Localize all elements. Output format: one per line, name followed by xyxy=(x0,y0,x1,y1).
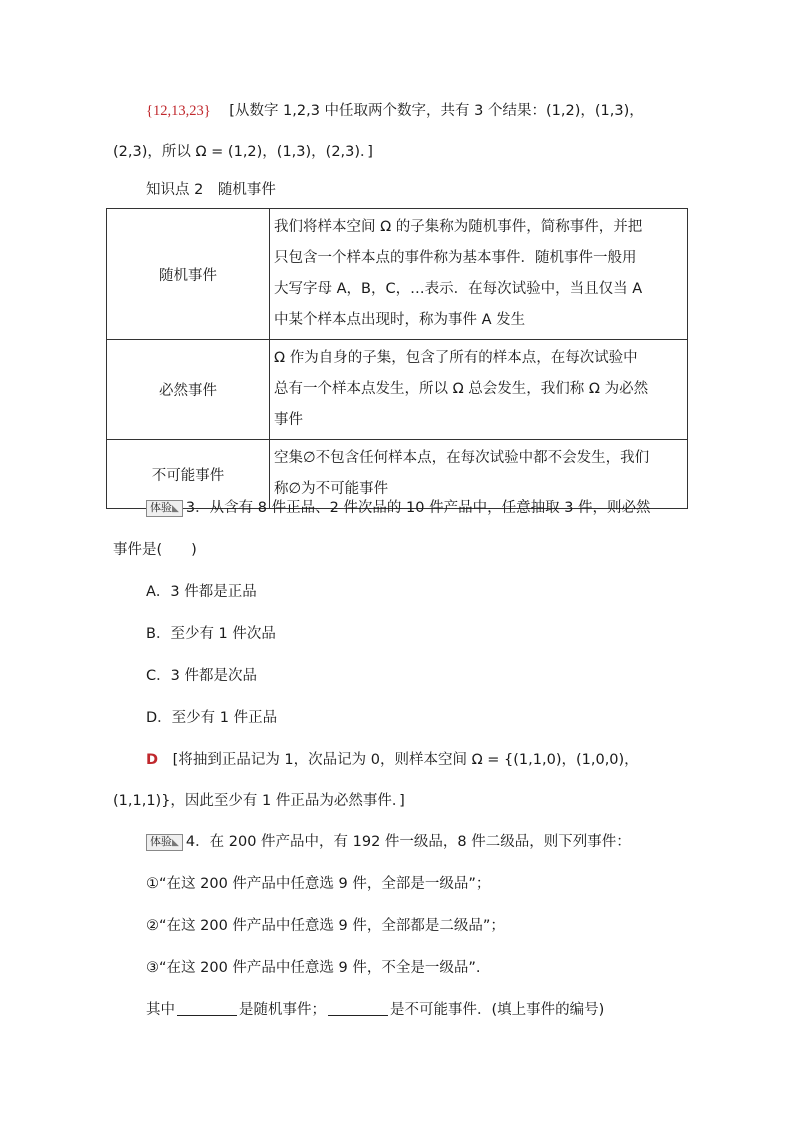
q3-line-1 xyxy=(146,498,651,518)
answer-explanation-line-1: [从数字 1,2,3 中任取两个数字，共有 3 个结果：(1,2)，(1,3)， xyxy=(229,103,644,119)
row-head-random-event: 随机事件 xyxy=(107,209,270,340)
row-head-impossible-event: 不可能事件 xyxy=(107,440,270,509)
q3-option-a: A．3 件都是正品 xyxy=(146,584,257,600)
table-text-line: Ω 作为自身的子集，包含了所有的样本点，在每次试验中 xyxy=(274,350,638,366)
table-text-line: 事件 xyxy=(274,412,303,428)
q3-option-c: C．3 件都是次品 xyxy=(146,668,257,684)
q4-text: 4．在 200 件产品中，有 192 件一级品，8 件二级品，则下列事件： xyxy=(185,834,631,850)
q4-item-3: ③“在这 200 件产品中任意选 9 件，不全是一级品”. xyxy=(146,960,481,976)
answer-blank-1[interactable] xyxy=(177,1001,237,1016)
q4-fill-middle: 是随机事件； xyxy=(239,1002,326,1018)
q4-item-2: ②“在这 200 件产品中任意选 9 件，全部都是二级品”； xyxy=(146,918,505,934)
row-body-random-event xyxy=(270,209,688,340)
q3-text: 3．从含有 8 件正品、2 件次品的 10 件产品中，任意抽取 3 件，则必然 xyxy=(185,500,651,516)
q3-answer: D xyxy=(146,752,159,768)
table-row xyxy=(107,209,688,340)
answer-set: {12,13,23} xyxy=(146,103,211,119)
row-body-certain-event xyxy=(270,340,688,440)
concept-table xyxy=(106,208,688,509)
answer-line-1 xyxy=(146,101,644,121)
table-text-line: 空集∅不包含任何样本点，在每次试验中都不会发生，我们 xyxy=(274,450,650,466)
table-text-line: 中某个样本点出现时，称为事件 A 发生 xyxy=(274,312,526,328)
q3-option-b: B．至少有 1 件次品 xyxy=(146,626,276,642)
table-text-line: 我们将样本空间 Ω 的子集称为随机事件，简称事件，并把 xyxy=(274,219,643,235)
q4-item-1: ①“在这 200 件产品中任意选 9 件，全部是一级品”； xyxy=(146,876,491,892)
q4-fill-prefix: 其中 xyxy=(146,1002,175,1018)
table-row xyxy=(107,340,688,440)
q3-explanation-line-1: [将抽到正品记为 1，次品记为 0，则样本空间 Ω = {(1,1,0)，(1,0,0)， xyxy=(172,752,639,768)
q4-fill-suffix: 是不可能事件．(填上事件的编号) xyxy=(390,1002,605,1018)
table-text-line: 大写字母 A，B，C，…表示．在每次试验中，当且仅当 A xyxy=(274,281,643,297)
table-text-line: 总有一个样本点发生，所以 Ω 总会发生，我们称 Ω 为必然 xyxy=(274,381,649,397)
q4-tag-badge: 体验◣ xyxy=(146,834,183,851)
q3-line-2: 事件是( ) xyxy=(113,542,197,558)
q4-fill-line xyxy=(146,1000,604,1020)
table-text-line: 只包含一个样本点的事件称为基本事件．随机事件一般用 xyxy=(274,250,637,266)
corner-icon: ◣ xyxy=(172,504,179,514)
q3-explanation-line-2: (1,1,1)}，因此至少有 1 件正品为必然事件．] xyxy=(113,793,405,809)
table-text-line: 称∅为不可能事件 xyxy=(274,481,389,497)
answer-blank-2[interactable] xyxy=(328,1001,388,1016)
corner-icon: ◣ xyxy=(172,838,179,848)
q3-tag-badge: 体验◣ xyxy=(146,500,183,517)
answer-explanation-line-2: (2,3)，所以 Ω = (1,2)，(1,3)，(2,3)．] xyxy=(113,144,373,160)
q3-answer-line-1 xyxy=(146,750,639,770)
q4-line-1 xyxy=(146,832,631,852)
section-title: 知识点 2 随机事件 xyxy=(146,182,276,198)
q3-option-d: D．至少有 1 件正品 xyxy=(146,710,278,726)
row-head-certain-event: 必然事件 xyxy=(107,340,270,440)
